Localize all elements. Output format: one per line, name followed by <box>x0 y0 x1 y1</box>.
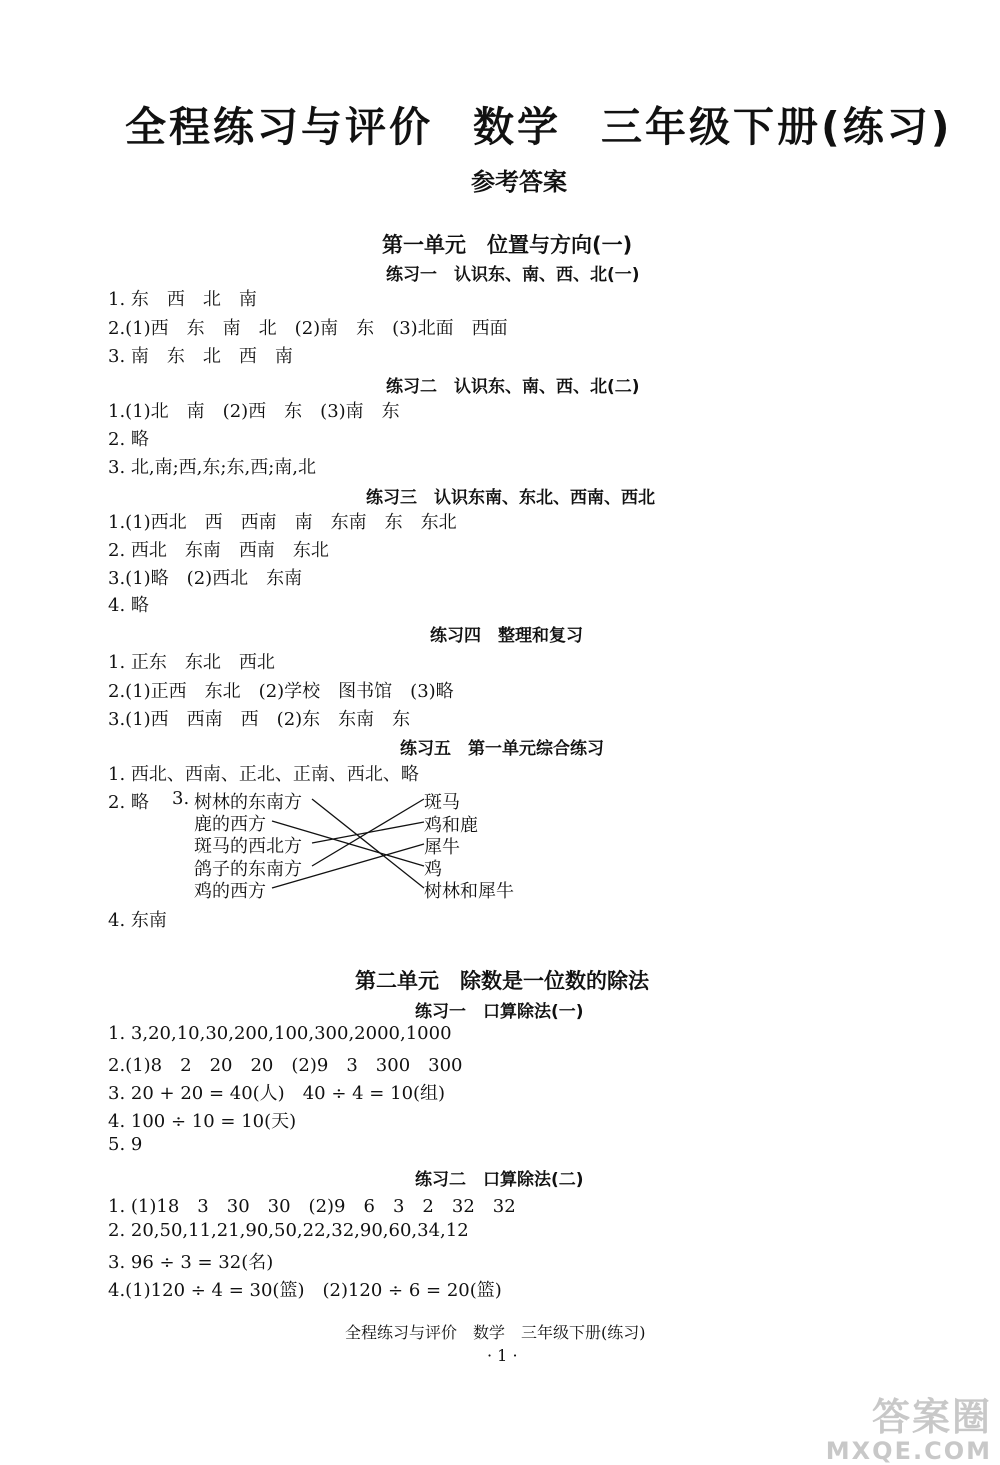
answer-line: 3.(1)略 (2)西北 东南 <box>108 568 303 589</box>
match-left-item: 鸡的西方 <box>194 881 266 902</box>
question-3-number: 3. <box>172 788 190 809</box>
answer-line: 4.(1)120 ÷ 4 = 30(篮) (2)120 ÷ 6 = 20(篮) <box>108 1280 502 1301</box>
answer-line: 1.(1)北 南 (2)西 东 (3)南 东 <box>108 401 400 422</box>
watermark-logo: 答案圈 <box>871 1395 992 1439</box>
watermark-url: MXQE.COM <box>825 1437 992 1465</box>
match-left-item: 斑马的西北方 <box>194 836 302 857</box>
match-line <box>312 799 424 888</box>
match-line <box>272 844 424 888</box>
answer-line: 2. 20,50,11,21,90,50,22,32,90,60,34,12 <box>108 1220 469 1241</box>
answer-line: 1. 东 西 北 南 <box>108 289 257 310</box>
answer-line: 1. 正东 东北 西北 <box>108 652 275 673</box>
unit1-ex3-title: 练习三 认识东南、东北、西南、西北 <box>366 488 655 508</box>
answer-line: 3. 南 东 北 西 南 <box>108 346 293 367</box>
answer-line: 3. 96 ÷ 3 = 32(名) <box>108 1252 274 1273</box>
question-2-answer: 2. 略 <box>108 792 149 813</box>
unit1-ex2-title: 练习二 认识东、南、西、北(二) <box>386 377 640 397</box>
unit1-ex4-title: 练习四 整理和复习 <box>430 626 583 646</box>
answer-line: 1. (1)18 3 30 30 (2)9 6 3 2 32 32 <box>108 1196 516 1217</box>
answer-key-heading: 参考答案 <box>471 168 567 196</box>
answer-line: 2. 西北 东南 西南 东北 <box>108 540 329 561</box>
answer-line: 2.(1)西 东 南 北 (2)南 东 (3)北面 西面 <box>108 318 508 339</box>
answer-line: 5. 9 <box>108 1134 143 1155</box>
grade-title: 三年级下册(练习) <box>601 103 953 151</box>
unit2-ex1-title: 练习一 口算除法(一) <box>415 1002 584 1022</box>
match-right-item: 鸡和鹿 <box>424 815 478 836</box>
match-line <box>312 799 424 866</box>
answer-line: 2.(1)正西 东北 (2)学校 图书馆 (3)略 <box>108 681 454 702</box>
answer-line: 2. 略 <box>108 429 149 450</box>
match-right-item: 树林和犀牛 <box>424 881 514 902</box>
answer-line: 1. 西北、西南、正北、正南、西北、略 <box>108 764 419 785</box>
match-right-item: 斑马 <box>424 792 460 813</box>
answer-line: 2.(1)8 2 20 20 (2)9 3 300 300 <box>108 1055 463 1076</box>
match-left-item: 鹿的西方 <box>194 814 266 835</box>
match-right-item: 鸡 <box>424 859 442 880</box>
answer-line: 4. 略 <box>108 595 149 616</box>
answer-line: 3. 北,南;西,东;东,西;南,北 <box>108 457 316 478</box>
match-left-item: 树林的东南方 <box>194 792 302 813</box>
unit1-title: 第一单元 位置与方向(一) <box>382 233 633 257</box>
page-number: · 1 · <box>487 1346 518 1365</box>
answer-line: 1. 3,20,10,30,200,100,300,2000,1000 <box>108 1023 452 1044</box>
page-footer: 全程练习与评价 数学 三年级下册(练习) <box>345 1323 646 1342</box>
unit2-title: 第二单元 除数是一位数的除法 <box>355 969 649 993</box>
match-right-item: 犀牛 <box>424 837 460 858</box>
match-left-item: 鸽子的东南方 <box>194 859 302 880</box>
answer-line: 4. 100 ÷ 10 = 10(天) <box>108 1111 297 1132</box>
watermark <box>826 1386 992 1465</box>
book-title: 全程练习与评价 <box>125 103 433 151</box>
answer-line: 3.(1)西 西南 西 (2)东 东南 东 <box>108 709 411 730</box>
subject-title: 数学 <box>473 103 561 151</box>
unit1-ex5-title: 练习五 第一单元综合练习 <box>400 739 604 759</box>
answer-line: 4. 东南 <box>108 910 167 931</box>
answer-line: 3. 20 + 20 = 40(人) 40 ÷ 4 = 10(组) <box>108 1083 446 1104</box>
unit1-ex1-title: 练习一 认识东、南、西、北(一) <box>386 265 640 285</box>
answer-line: 1.(1)西北 西 西南 南 东南 东 东北 <box>108 512 457 533</box>
unit2-ex2-title: 练习二 口算除法(二) <box>415 1170 584 1190</box>
